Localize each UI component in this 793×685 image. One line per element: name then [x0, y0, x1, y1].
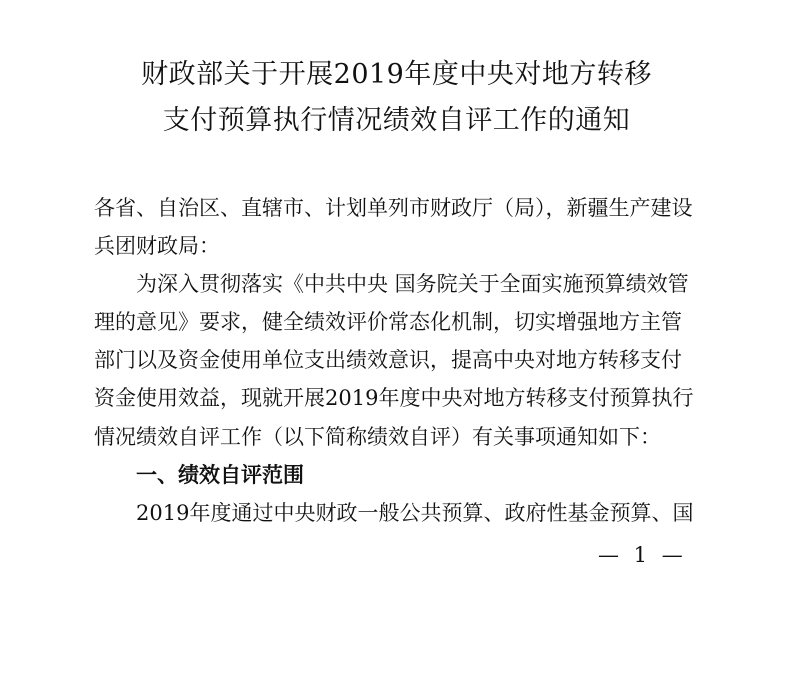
document-title-line-2: 支付预算执行情况绩效自评工作的通知 [162, 105, 631, 136]
body-line-4: 资金使用效益，现就开展2019年度中央对地方转移支付预算执行 [94, 386, 694, 410]
body-line-1: 为深入贯彻落实《中共中央 国务院关于全面实施预算绩效管 [136, 272, 689, 296]
addressee-line-1: 各省、自治区、直辖市、计划单列市财政厅（局），新疆生产建设 [94, 196, 693, 220]
body-line-5: 情况绩效自评工作（以下简称绩效自评）有关事项通知如下： [94, 425, 661, 449]
section-first-line: 2019年度通过中央财政一般公共预算、政府性基金预算、国 [136, 501, 694, 525]
addressee-line-2: 兵团财政局： [94, 234, 220, 258]
page-number: — 1 — [598, 543, 687, 567]
body-line-2: 理的意见》要求，健全绩效评价常态化机制，切实增强地方主管 [94, 310, 682, 334]
body-line-3: 部门以及资金使用单位支出绩效意识，提高中央对地方转移支付 [94, 348, 682, 372]
document-title-line-1: 财政部关于开展2019年度中央对地方转移 [141, 59, 652, 90]
section-heading: 一、绩效自评范围 [136, 463, 304, 487]
